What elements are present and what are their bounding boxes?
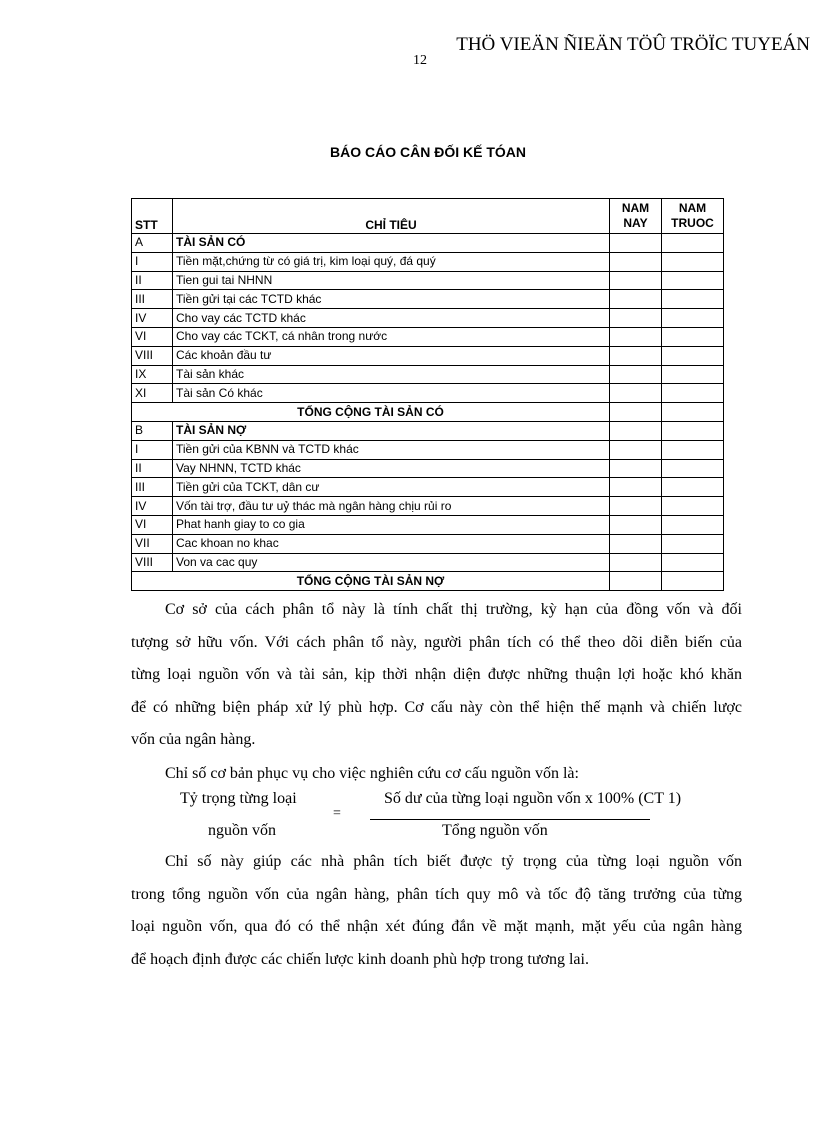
row-label: Cac khoan no khac [173, 534, 610, 553]
table-row [132, 290, 724, 309]
table-row [132, 553, 724, 572]
row-label: Cho vay các TCTD khác [173, 309, 610, 328]
row-value-nam-truoc [662, 290, 724, 309]
table-section-row [132, 421, 724, 440]
paragraph-line: vốn của ngân hàng. [131, 731, 256, 749]
row-stt: II [132, 271, 173, 290]
paragraph-line: để có những biện pháp xử lý phù hợp. Cơ cấu này còn thể hiện thế mạnh và chiến lược [131, 698, 742, 716]
row-value-nam-truoc [662, 327, 724, 346]
row-value-nam-nay [610, 365, 662, 384]
row-stt: A [132, 234, 173, 253]
row-label: Von va cac quy [173, 553, 610, 572]
row-value-nam-nay [610, 534, 662, 553]
row-label: TỔNG CỘNG TÀI SẢN CÓ [132, 403, 610, 422]
row-value-nam-nay [610, 421, 662, 440]
formula-fraction-bar [370, 819, 650, 820]
table-row [132, 478, 724, 497]
table-row [132, 252, 724, 271]
row-label: Tài sản Có khác [173, 384, 610, 403]
row-value-nam-truoc [662, 346, 724, 365]
row-value-nam-nay [610, 271, 662, 290]
row-value-nam-nay [610, 553, 662, 572]
row-stt: II [132, 459, 173, 478]
row-value-nam-truoc [662, 271, 724, 290]
row-label: Tiền gửi của KBNN và TCTD khác [173, 440, 610, 459]
paragraph-line: Chỉ số này giúp các nhà phân tích biết được tỷ trọng của từng loại nguồn vốn [165, 853, 742, 870]
report-title: BÁO CÁO CÂN ĐỐI KẾ TÓAN [330, 144, 526, 160]
row-stt: IX [132, 365, 173, 384]
table-row [132, 327, 724, 346]
column-header-stt: STT [132, 199, 173, 234]
table-row [132, 515, 724, 534]
column-header-chi-tieu: CHỈ TIÊU [173, 199, 610, 234]
column-header-nam-nay-line1: NAM [621, 201, 650, 215]
balance-sheet-table [131, 198, 724, 591]
row-label: TỔNG CỘNG TÀI SẢN NỢ [132, 572, 610, 591]
row-label: Phat hanh giay to co gia [173, 515, 610, 534]
row-stt: VI [132, 515, 173, 534]
table-section-row [132, 234, 724, 253]
row-value-nam-truoc [662, 553, 724, 572]
row-label: Cho vay các TCKT, cá nhân trong nước [173, 327, 610, 346]
row-value-nam-nay [610, 478, 662, 497]
row-stt: XI [132, 384, 173, 403]
row-value-nam-truoc [662, 515, 724, 534]
page-number: 12 [413, 53, 427, 68]
formula-left-top: Tỷ trọng từng loại [180, 790, 297, 807]
table-row [132, 271, 724, 290]
row-stt: IV [132, 497, 173, 516]
paragraph-index-intro: Chỉ số cơ bản phục vụ cho việc nghiên cứu cơ cấu nguồn vốn là: [165, 765, 579, 782]
row-label: Tài sản khác [173, 365, 610, 384]
paragraph-line: để hoạch định được các chiến lược kinh doanh phù hợp trong tương lai. [131, 950, 589, 968]
row-label: Các khoản đầu tư [173, 346, 610, 365]
table-row [132, 384, 724, 403]
table-row [132, 440, 724, 459]
row-stt: I [132, 440, 173, 459]
table-total-row [132, 572, 724, 591]
row-value-nam-truoc [662, 534, 724, 553]
row-value-nam-nay [610, 403, 662, 422]
row-value-nam-truoc [662, 572, 724, 591]
paragraph-structure-basis [131, 594, 742, 757]
table-row [132, 459, 724, 478]
table-body [132, 234, 724, 591]
row-value-nam-nay [610, 290, 662, 309]
row-label: Vay NHNN, TCTD khác [173, 459, 610, 478]
formula-equals: = [333, 806, 341, 821]
paragraph-line: loại nguồn vốn, qua đó có thể nhận xét đúng đắn về mặt mạnh, mặt yếu của ngân hàng [131, 918, 742, 936]
column-header-nam-truoc-line2: TRUOC [671, 216, 714, 230]
table-row [132, 309, 724, 328]
formula-numerator: Số dư của từng loại nguồn vốn x 100% (CT 1) [384, 790, 682, 807]
header-watermark: THÖ VIEÄN ÑIEÄN TÖÛ TRÖÏC TUYEÁN [456, 34, 810, 55]
row-value-nam-truoc [662, 252, 724, 271]
row-stt: IV [132, 309, 173, 328]
row-label: TÀI SẢN CÓ [173, 234, 610, 253]
row-value-nam-nay [610, 234, 662, 253]
row-stt: VI [132, 327, 173, 346]
row-label: Tiền mặt,chứng từ có giá trị, kim loại quý, đá quý [173, 252, 610, 271]
row-label: Tien gui tai NHNN [173, 271, 610, 290]
table-header-row [132, 199, 724, 234]
row-stt: I [132, 252, 173, 271]
row-value-nam-truoc [662, 403, 724, 422]
paragraph-line: tượng sở hữu vốn. Với cách phân tổ này, người phân tích có thể theo dõi diễn biến của [131, 633, 742, 651]
table-row [132, 365, 724, 384]
row-value-nam-nay [610, 440, 662, 459]
row-value-nam-nay [610, 497, 662, 516]
formula-left-bottom: nguồn vốn [208, 822, 276, 839]
row-value-nam-nay [610, 572, 662, 591]
row-value-nam-truoc [662, 384, 724, 403]
column-header-nam-truoc-line1: NAM [678, 201, 707, 215]
row-value-nam-truoc [662, 497, 724, 516]
row-stt: VIII [132, 553, 173, 572]
row-label: Tiền gửi tại các TCTD khác [173, 290, 610, 309]
row-value-nam-truoc [662, 459, 724, 478]
paragraph-line: trong tổng nguồn vốn của ngân hàng, phân tích quy mô và tốc độ tăng trưởng của từng [131, 885, 742, 903]
row-stt: VII [132, 534, 173, 553]
column-header-nam-nay-line2: NAY [623, 216, 648, 230]
row-value-nam-nay [610, 459, 662, 478]
paragraph-line: Cơ sở của cách phân tổ này là tính chất thị trường, kỳ hạn của đồng vốn và đối [165, 601, 742, 618]
row-value-nam-truoc [662, 309, 724, 328]
row-value-nam-truoc [662, 421, 724, 440]
column-header-nam-nay [610, 199, 662, 234]
row-label: Vốn tài trợ, đầu tư uỷ thác mà ngân hàng chịu rủi ro [173, 497, 610, 516]
row-value-nam-nay [610, 309, 662, 328]
row-value-nam-nay [610, 515, 662, 534]
paragraph-line: từng loại nguồn vốn và tài sản, kịp thời nhận diện được những thuận lợi hoặc khó khăn [131, 666, 742, 684]
row-label: Tiền gửi của TCKT, dân cư [173, 478, 610, 497]
row-value-nam-nay [610, 327, 662, 346]
row-stt: III [132, 290, 173, 309]
row-value-nam-nay [610, 384, 662, 403]
row-value-nam-truoc [662, 478, 724, 497]
column-header-nam-truoc [662, 199, 724, 234]
row-label: TÀI SẢN NỢ [173, 421, 610, 440]
row-stt: III [132, 478, 173, 497]
row-value-nam-truoc [662, 440, 724, 459]
row-stt: B [132, 421, 173, 440]
table-row [132, 497, 724, 516]
row-value-nam-truoc [662, 234, 724, 253]
row-value-nam-nay [610, 252, 662, 271]
table-row [132, 346, 724, 365]
paragraph-index-explanation [131, 846, 742, 976]
row-stt: VIII [132, 346, 173, 365]
table-total-row [132, 403, 724, 422]
formula-denominator: Tổng nguồn vốn [442, 822, 548, 839]
row-value-nam-truoc [662, 365, 724, 384]
table-row [132, 534, 724, 553]
row-value-nam-nay [610, 346, 662, 365]
